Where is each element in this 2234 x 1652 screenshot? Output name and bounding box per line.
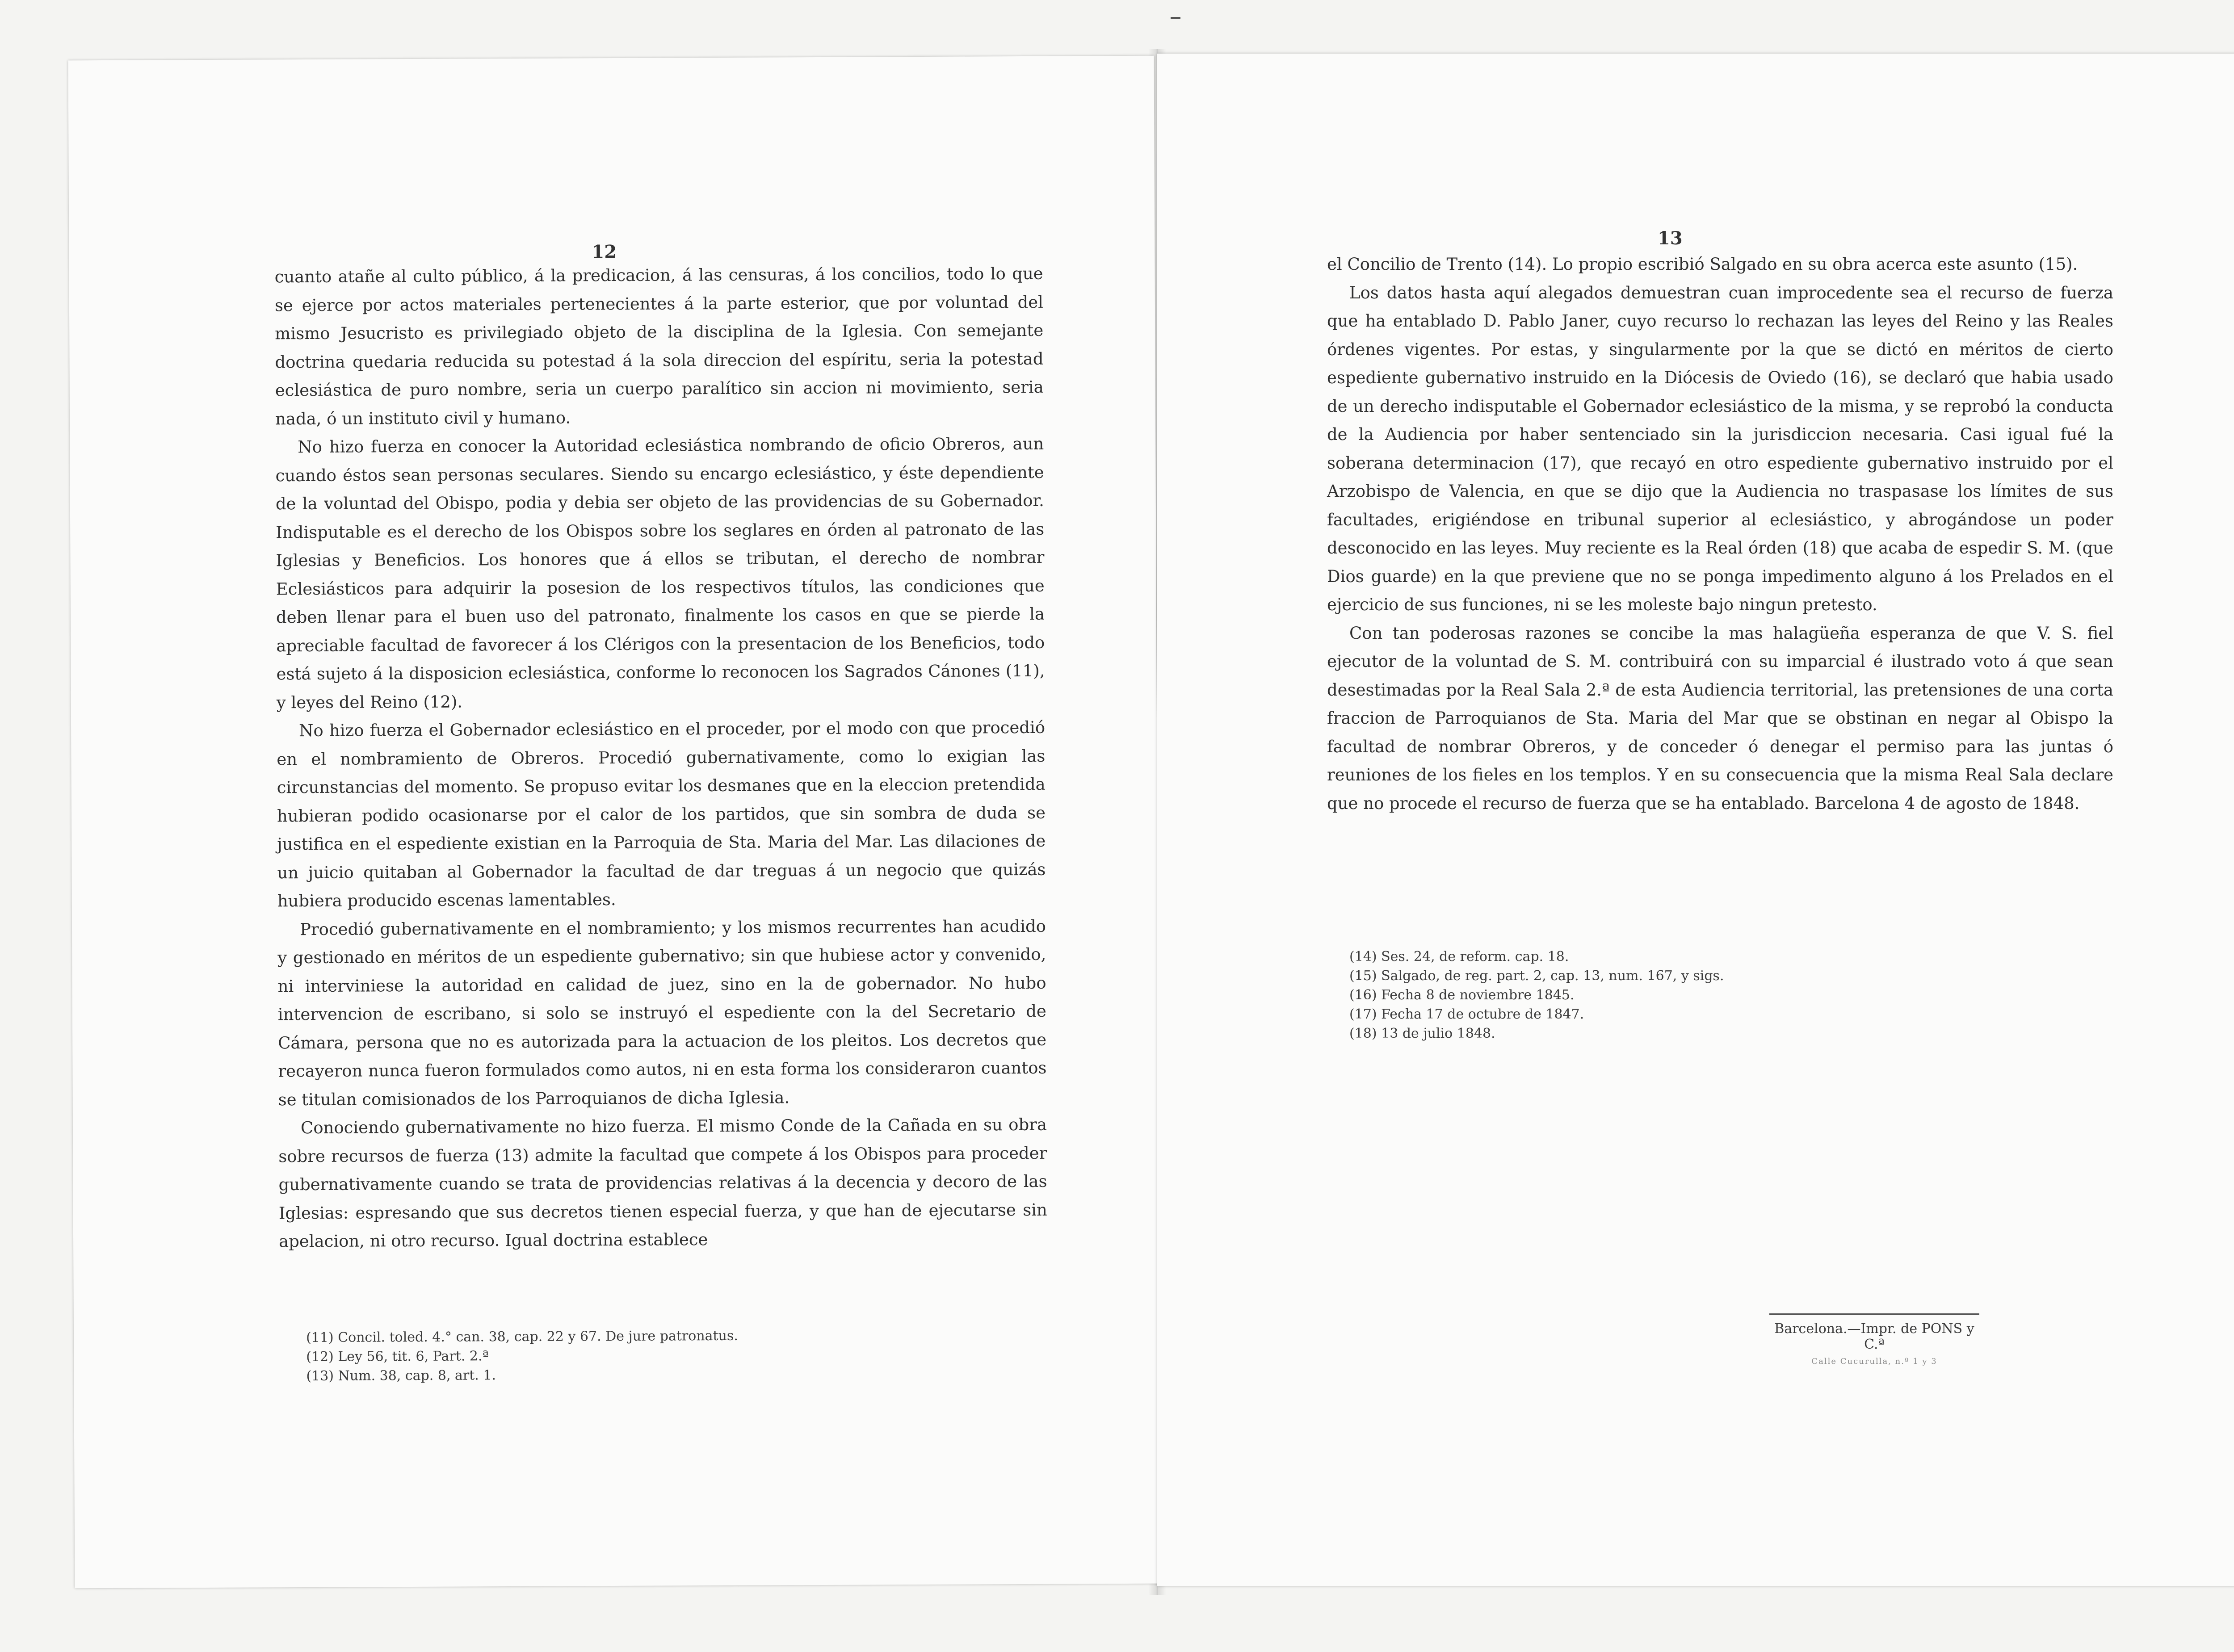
body-text [275,260,1048,1256]
imprint-address: Calle Cucurulla, n.º 1 y 3 [1811,1357,1937,1366]
footnote: (15) Salgado, de reg. part. 2, cap. 13, num. 167, y sigs. [1349,968,1724,984]
body-text [1327,250,2113,818]
paragraph: Con tan poderosas razones se concibe la mas halagüeña esperanza de que V. S. fiel ejecutor de la voluntad de S. M. contribuirá con su imparcial é ilustrado voto á que sean desestimadas por la Real Sala 2.ª de esta Audiencia territorial, las pretensiones de una corta fraccion de Parroquianos de Sta. Maria del Mar que se obstinan en negar al Obispo la facultad de nombrar Obreros, y de conceder ó denegar el permiso para las juntas ó reuniones de los fieles en los templos. Y en su consecuencia que la misma Real Sala declare que no procede el recurso de fuerza que se ha entablado. Barcelona 4 de agosto de 1848. [1327,623,2113,813]
footnotes [1349,947,2020,1043]
footnote: (13) Num. 38, cap. 8, art. 1. [306,1367,496,1384]
paragraph: Procedió gubernativamente en el nombramiento; y los mismos recurrentes han acudido y gestionado en méritos de un espediente gubernativo; sin que hubiese actor y convenido, ni interviniese la autoridad en calidad de juez, sino en la de gobernador. No hubo intervencion de escribano, si solo se instruyó el espediente con la del Secretario de Cámara, persona que no es autorizada para la actuacion de los pleitos. Los decretos que recayeron nunca fueron formulados como autos, ni en esta forma los consideraron cuantos se titulan comisionados de los Parroquianos de dicha Iglesia. [277,916,1047,1109]
page-number: 13 [1658,228,1683,249]
footnote: (17) Fecha 17 de octubre de 1847. [1349,1006,1584,1022]
footnote: (11) Concil. toled. 4.° can. 38, cap. 22 y 67. De jure patronatus. [306,1328,738,1346]
printer-imprint [1769,1313,1979,1366]
imprint-printer: Barcelona.—Impr. de PONS y C.ª [1774,1321,1974,1352]
left-page [68,56,1161,1589]
paragraph: Conociendo gubernativamente no hizo fuerza. El mismo Conde de la Cañada en su obra sobre recursos de fuerza (13) admite la facultad que compete á los Obispos para proceder gubernativamente cuando se trata de providencias relativas á la decencia y decoro de las Iglesias: espresando que sus decretos tienen especial fuerza, y que han de ejecutarse sin apelacion, ni otro recurso. Igual doctrina establece [278,1115,1047,1251]
paragraph: Los datos hasta aquí alegados demuestran cuan improcedente sea el recurso de fuerza que ha entablado D. Pablo Janer, cuyo recurso lo rechazan las leyes del Reino y las Reales órdenes vigentes. Por estas, y singularmente por la que se dictó en méritos de cierto espediente gubernativo instruido en la Diócesis de Oviedo (16), se declaró que habia usado de un derecho indisputable el Gobernador eclesiástico de la misma, y se reprobó la conducta de la Audiencia por haber sentenciado sin la jurisdiccion necesaria. Casi igual fué la soberana determinacion (17), que recayó en otro espediente gubernativo instruido por el Arzobispo de Valencia, en que se dijo que la Audiencia no traspasase los límites de sus facultades, erigiéndose en tribunal superior al eclesiástico, y abrogándose un poder desconocido en las leyes. Muy reciente es la Real órden (18) que acaba de espedir S. M. (que Dios guarde) en la que previene que no se ponga impedimento alguno á los Prelados en el ejercicio de sus funciones, ni se les moleste bajo ningun pretesto. [1327,283,2113,614]
footnote: (18) 13 de julio 1848. [1349,1026,1495,1041]
paragraph: No hizo fuerza el Gobernador eclesiástico en el proceder, por el modo con que procedió en el nombramiento de Obreros. Procedió gubernativamente, como lo exigian las circunstancias del momento. Se propuso evitar los desmanes que en la eleccion pretendida hubieran podido ocasionarse por el calor de los partidos, que sin sombra de duda se justifica en el espediente existian en la Parroquia de Sta. Maria del Mar. Las dilaciones de un juicio quitaban al Gobernador la facultad de dar treguas á un negocio que quizás hubiera producido escenas lamentables. [277,717,1046,911]
paragraph: el Concilio de Trento (14). Lo propio escribió Salgado en su obra acerca este asunto (15). [1327,255,2078,274]
page-number: 12 [592,241,617,263]
paragraph: cuanto atañe al culto público, á la predicacion, á las censuras, á los concilios, todo lo que se ejerce por actos materiales pertenecientes á la parte esterior, que por voluntad del mismo Jesucristo es privilegiado objeto de la disciplina de la Iglesia. Con semejante doctrina quedaria reducida su potestad á la sola direccion del espíritu, seria la potestad eclesiástica de puro nombre, seria un cuerpo paralítico sin accion ni movimiento, seria nada, ó un instituto civil y humano. [274,264,1044,428]
footnotes [306,1325,977,1386]
footnote: (14) Ses. 24, de reform. cap. 18. [1349,949,1569,964]
imprint-rule [1769,1313,1979,1315]
right-page [1157,54,2234,1586]
footnote: (16) Fecha 8 de noviembre 1845. [1349,987,1575,1003]
paragraph: No hizo fuerza en conocer la Autoridad eclesiástica nombrando de oficio Obreros, aun cuando éstos sean personas seculares. Siendo su encargo eclesiástico, y éste dependiente de la voluntad del Obispo, podia y debia ser objeto de las providencias de su Gobernador. Indisputable es el derecho de los Obispos sobre los seglares en órden al patronato de las Iglesias y Beneficios. Los honores que á ellos se tributan, el derecho de nombrar Eclesiásticos para adquirir la posesion de los respectivos títulos, las condiciones que deben llenar para el buen uso del patronato, finalmente los casos en que se pierde la apreciable facultad de favorecer á los Clérigos con la presentacion de los Beneficios, todo está sujeto á la disposicion eclesiástica, conforme lo reconocen los Sagrados Cánones (11), y leyes del Reino (12). [275,434,1045,712]
scan-mark [1171,17,1180,19]
footnote: (12) Ley 56, tit. 6, Part. 2.ª [306,1348,489,1365]
